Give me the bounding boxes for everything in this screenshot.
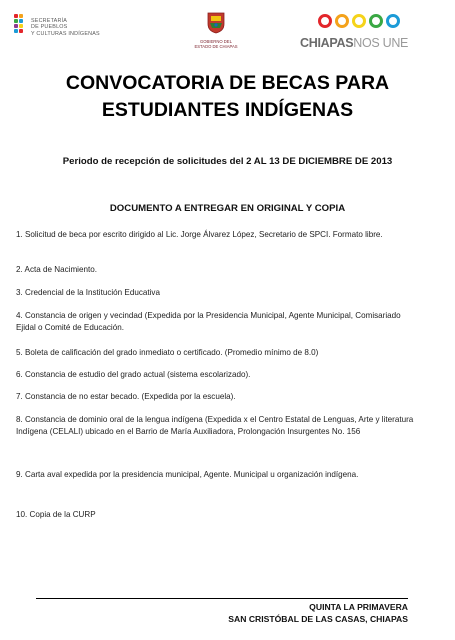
requirement-item: 2. Acta de Nacimiento. [16, 265, 97, 274]
slogan-light: NOS UNE [353, 36, 409, 50]
requirement-item: 8. Constancia de dominio oral de la lengua indígena (Expedida x el Centro Estatal de Lenguas, Arte y literatura Indígena (CELALI) ubicado en el Barrio de María Auxiliadora, Prolongación Insurgentes No. 156 [16, 415, 414, 436]
requirement-item: 4. Constancia de origen y vecindad (Expedida por la Presidencia Municipal, Agente Municipal, Comisariado Ejidal o Comité de Educación. [16, 311, 401, 332]
requirement-item: 6. Constancia de estudio del grado actual (sistema escolarizado). [16, 370, 251, 379]
requirement-item: 9. Carta aval expedida por la presidencia municipal, Agente. Municipal u organización indígena. [16, 470, 359, 479]
requirement-item: 7. Constancia de no estar becado. (Expedida por la escuela). [16, 392, 236, 401]
requirement-item: 1. Solicitud de beca por escrito dirigido al Lic. Jorge Álvarez López, Secretario de SPCI. Formato libre. [16, 230, 383, 239]
spci-logo [14, 12, 134, 56]
chiapas-nos-une-logo [300, 12, 408, 56]
requirement-item: 10. Copia de la CURP [16, 510, 96, 519]
spci-mark-icon [14, 14, 28, 44]
spci-logo-line: DE PUEBLOS [31, 24, 68, 31]
government-logo-line: GOBIERNO DEL [200, 39, 232, 44]
footer-address-line-1: QUINTA LA PRIMAVERA [309, 602, 408, 612]
slogan-bold: CHIAPAS [300, 36, 354, 50]
government-logo-line: ESTADO DE CHIAPAS [194, 44, 238, 49]
requirement-item: 3. Credencial de la Institución Educativa [16, 288, 160, 297]
spci-logo-line: SECRETARÍA [31, 18, 68, 24]
footer-divider [36, 598, 408, 599]
requirement-item: 5. Boleta de calificación del grado inmediato o certificado. (Promedio mínimo de 8.0) [16, 348, 319, 357]
documents-heading: DOCUMENTO A ENTREGAR EN ORIGINAL Y COPIA [109, 203, 346, 214]
rings-icon [318, 14, 402, 34]
footer-address-line-2: SAN CRISTÓBAL DE LAS CASAS, CHIAPAS [228, 614, 408, 624]
coat-of-arms-icon [207, 12, 225, 34]
title-line-2: ESTUDIANTES INDÍGENAS [101, 99, 354, 121]
title-line-1: CONVOCATORIA DE BECAS PARA [65, 72, 390, 94]
spci-logo-line: Y CULTURAS INDÍGENAS [31, 30, 100, 37]
chiapas-government-logo [188, 12, 244, 54]
reception-period: Periodo de recepción de solicitudes del 2 AL 13 DE DICIEMBRE DE 2013 [62, 156, 393, 167]
document-title [0, 70, 455, 124]
